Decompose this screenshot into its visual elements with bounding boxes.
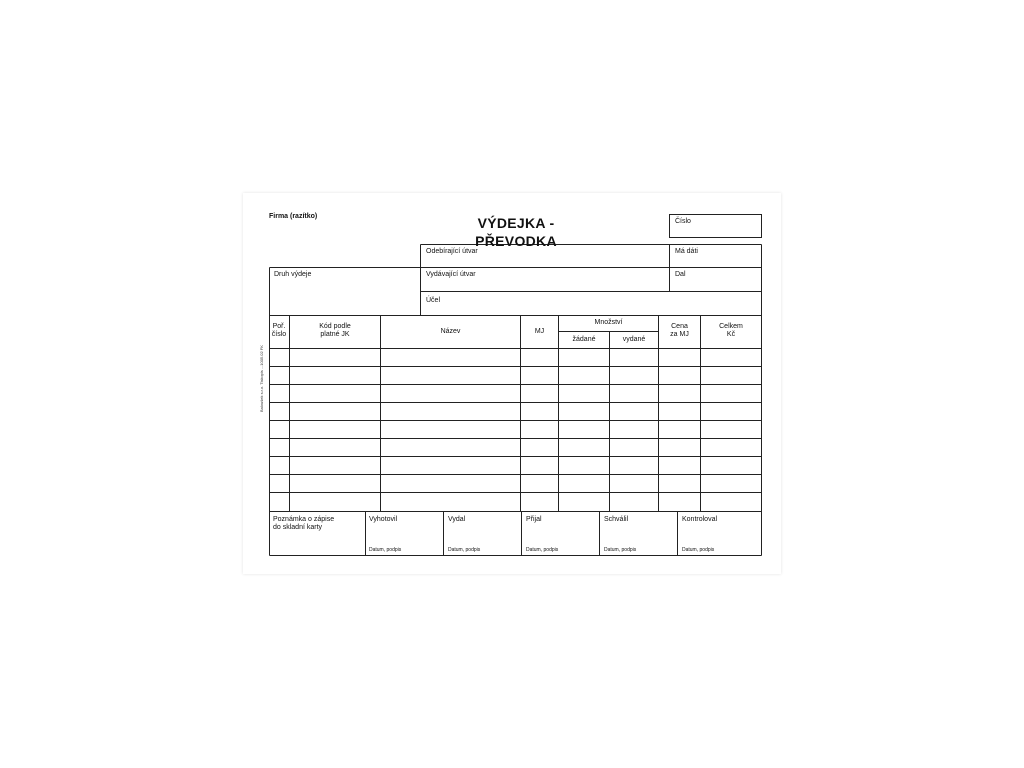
col-name-header: Název: [440, 328, 461, 335]
approved-label: Schválil: [604, 516, 629, 523]
checked-label: Kontroloval: [682, 516, 718, 523]
date-sign-received: Datum, podpis: [526, 547, 559, 553]
col-total-line1: Celkem: [719, 323, 743, 330]
firm-stamp-label: Firma (razítko): [269, 213, 318, 220]
col-price-line1: Cena: [671, 323, 688, 330]
col-requested-header: žádané: [572, 336, 596, 343]
col-number-line2: číslo: [271, 331, 287, 338]
page-title: VÝDEJKA - PŘEVODKA: [475, 215, 557, 249]
received-label: Přijal: [526, 516, 542, 523]
col-code-header: [290, 323, 380, 339]
side-print-text: Baloušek s.r.o. Tiskopis ...1005.02 FK: [259, 345, 264, 412]
col-price-header: [659, 323, 700, 339]
col-code-line2: platné JK: [320, 331, 350, 338]
col-unit-header: MJ: [534, 328, 545, 335]
note-line1: Poznámka o zápise: [273, 516, 335, 523]
date-sign-approved: Datum, podpis: [604, 547, 637, 553]
note-label: [273, 516, 334, 532]
col-quantity-header: Množství: [594, 319, 623, 326]
note-line2: do skladní karty: [273, 524, 323, 531]
issue-type-label: Druh výdeje: [274, 271, 312, 278]
col-total-line2: Kč: [726, 331, 736, 338]
date-sign-prepared: Datum, podpis: [369, 547, 402, 553]
date-sign-checked: Datum, podpis: [682, 547, 715, 553]
col-price-line2: za MJ: [670, 331, 689, 338]
prepared-label: Vyhotovil: [369, 516, 398, 523]
col-issued-header: vydané: [622, 336, 646, 343]
issuing-unit-label: Vydávající útvar: [426, 271, 476, 278]
purpose-label: Účel: [426, 297, 441, 304]
col-number-header: [269, 323, 289, 339]
debit-label: Má dáti: [675, 248, 698, 255]
number-label: Číslo: [675, 218, 691, 225]
col-total-header: [701, 323, 761, 339]
col-number-line1: Poř.: [272, 323, 286, 330]
receiving-unit-label: Odebírající útvar: [426, 248, 478, 255]
issued-by-label: Vydal: [448, 516, 466, 523]
col-code-line1: Kód podle: [319, 323, 351, 330]
credit-label: Dal: [675, 271, 686, 278]
date-sign-issued: Datum, podpis: [448, 547, 481, 553]
